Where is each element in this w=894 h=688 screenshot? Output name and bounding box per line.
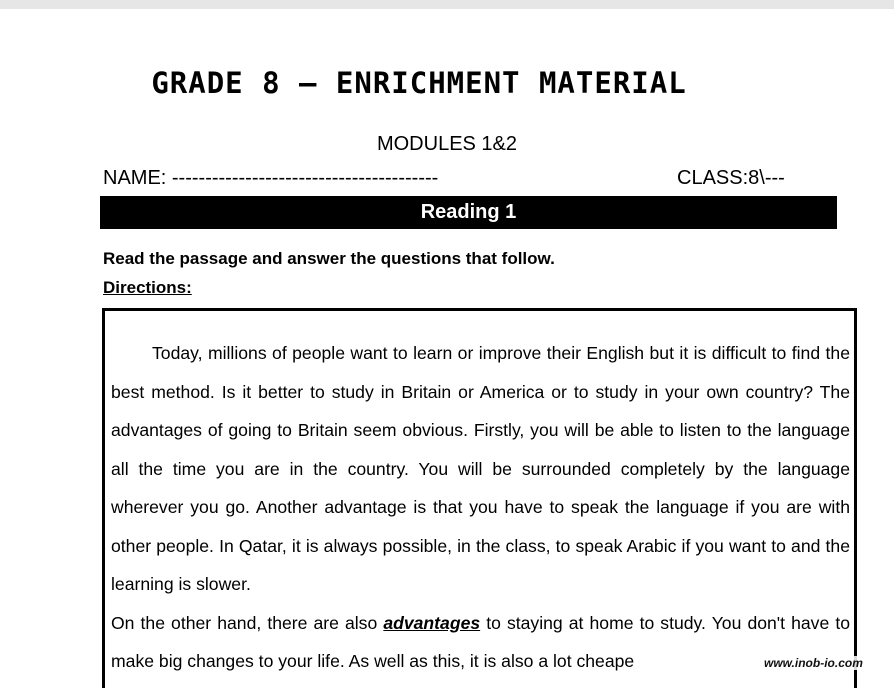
site-watermark: www.inob-io.com <box>764 656 863 670</box>
document-title: GRADE 8 – ENRICHMENT MATERIAL <box>151 66 687 100</box>
section-banner: Reading 1 <box>100 196 837 229</box>
instruction-text: Read the passage and answer the questions that follow. <box>103 249 555 268</box>
class-field-label: CLASS:8\--- <box>677 167 785 189</box>
reading-passage <box>111 334 850 681</box>
passage-paragraph-1: Today, millions of people want to learn or improve their English but it is difficult to find the best method. Is it better to study in Britain or America or to study in your own country? The advantages of going to Britain seem obvious. Firstly, you will be able to listen to the language all the time you are in the country. You will be surrounded completely by the language wherever you go. Another advantage is that you have to speak the language if you are with other people. In Qatar, it is always possible, in the class, to speak Arabic if you want to and the learning is slower. <box>111 343 850 594</box>
document-subtitle: MODULES 1&2 <box>376 133 518 155</box>
passage-paragraph-2 <box>111 604 850 681</box>
viewer-top-bar <box>0 0 894 9</box>
name-field-label: NAME: ---------------------------------------- <box>103 167 439 189</box>
passage-paragraph-2-start: On the other hand, there are also <box>111 612 384 633</box>
passage-keyword-advantages: advantages <box>383 612 481 633</box>
passage-paragraph-2-end: to staying at home to study. You don't have to make big changes to your life. As well as this, it is also a lot cheape <box>111 612 850 671</box>
directions-label: Directions: <box>103 278 192 297</box>
